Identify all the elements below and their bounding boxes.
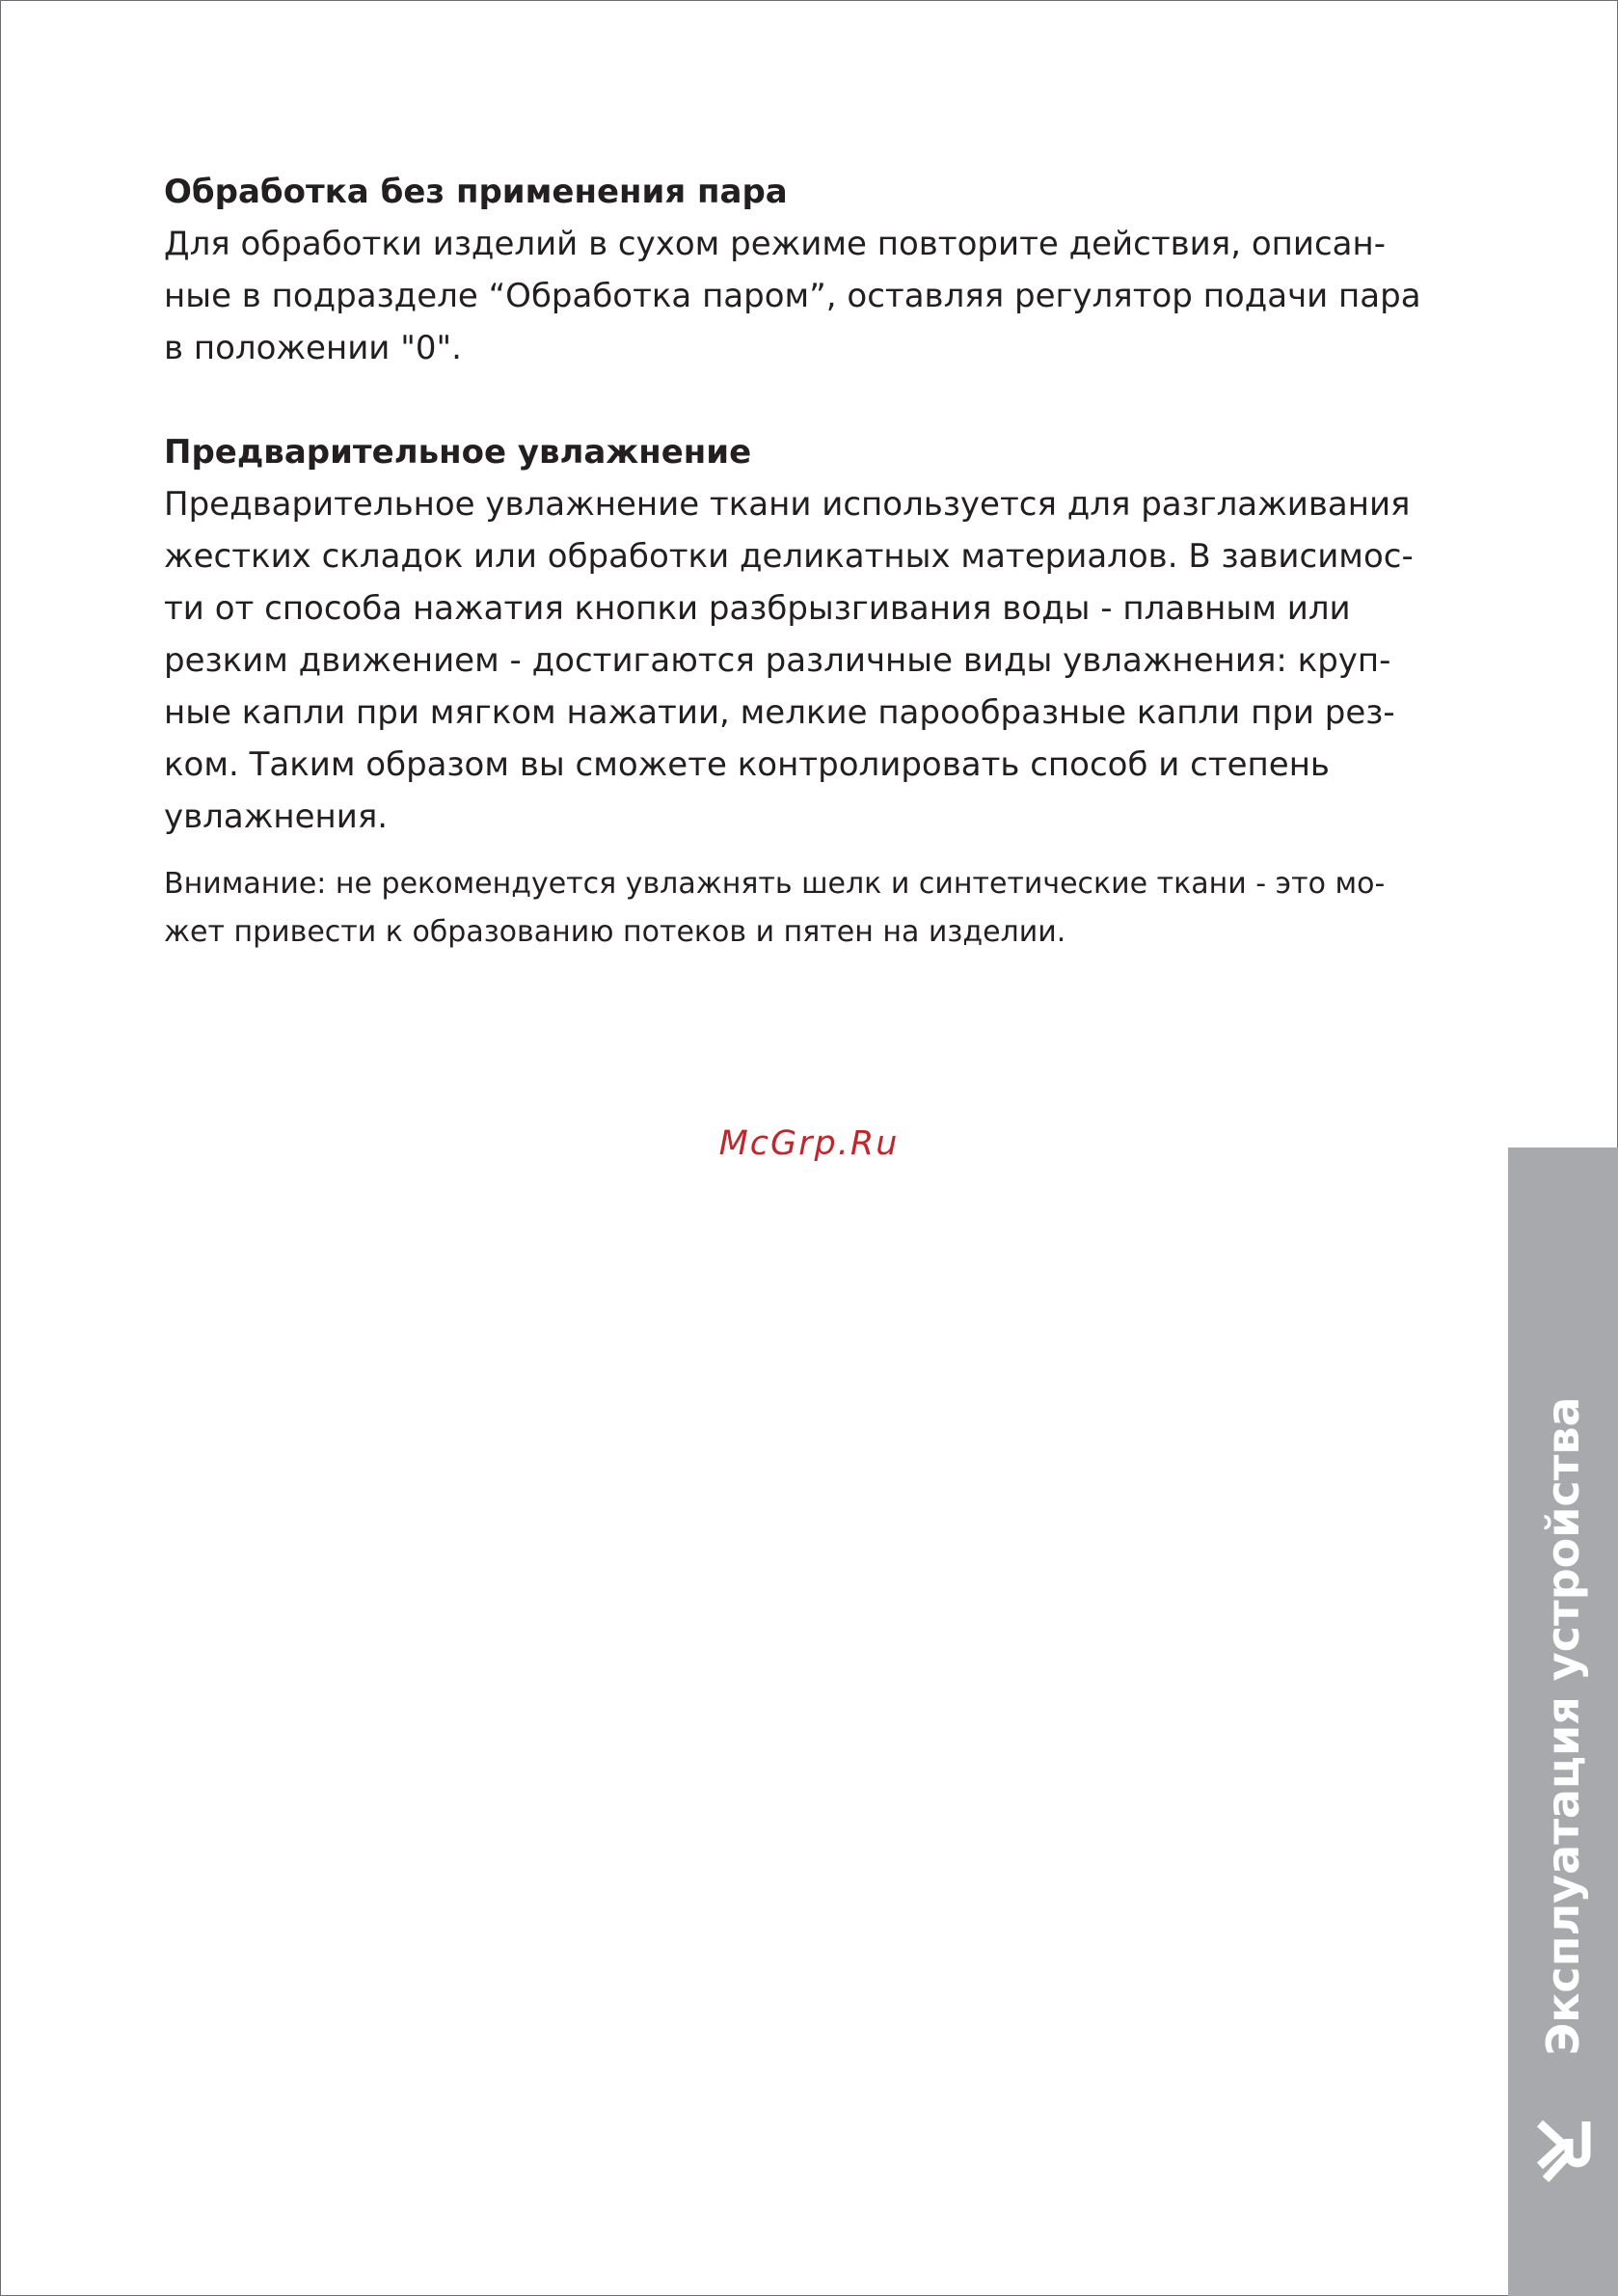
paragraph-line: увлажнения. [164,797,389,836]
section-pre-moistening [164,426,1466,957]
paragraph-line: резким движением - достигаются различные виды увлажнения: круп- [164,641,1391,680]
note-line: Внимание: не рекомендуется увлажнять шелк и синтетические ткани - это мо- [164,867,1386,901]
side-tab-title: Эксплуатация устройства [1537,1396,1589,2056]
paragraph-line: ные в подразделе “Обработка паром”, оставляя регулятор подачи пара [164,277,1421,315]
section-dry-ironing [164,166,1466,374]
section-heading-pre-moistening: Предварительное увлажнение [164,433,752,472]
watermark: McGrp.Ru [718,1124,900,1163]
paragraph-line: жестких складок или обработки деликатных материалов. В зависимос- [164,537,1414,576]
section-heading-dry-ironing: Обработка без применения пара [164,173,788,211]
paragraph-line: в положении "0". [164,329,462,367]
paragraph-line: ные капли при мягком нажатии, мелкие парообразные капли при рез- [164,693,1395,732]
paragraph-line: Предварительное увлажнение ткани используется для разглаживания [164,485,1411,524]
section-gap [164,374,1466,426]
paragraph-line: ти от способа нажатия кнопки разбрызгивания воды - плавным или [164,589,1351,628]
paragraph-line: Для обработки изделий в сухом режиме повторите действия, описан- [164,225,1386,263]
side-tab [1508,1148,1618,2296]
vr-logo-icon [1534,2116,1592,2185]
paragraph-line: ком. Таким образом вы сможете контролировать способ и степень [164,745,1330,784]
note-line: жет привести к образованию потеков и пятен на изделии. [164,915,1066,949]
warning-note [164,860,1466,957]
document-body [164,166,1466,957]
